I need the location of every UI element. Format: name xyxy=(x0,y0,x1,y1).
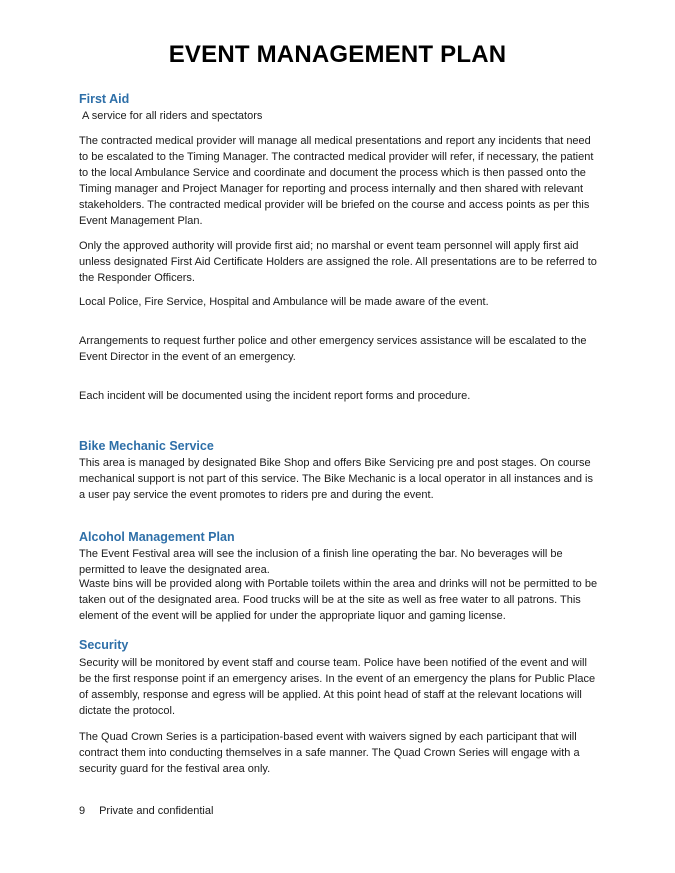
page-footer xyxy=(79,803,213,819)
bike-mechanic-paragraph: This area is managed by designated Bike Shop and offers Bike Servicing pre and post stages. On course mechanical support is not part of this service. The Bike Mechanic is a local operator in all instances and is a user pay service the event promotes to riders pre and during the event. xyxy=(79,457,593,501)
heading-security: Security xyxy=(79,638,129,652)
page-title: EVENT MANAGEMENT PLAN xyxy=(168,41,507,68)
first-aid-paragraph-2: Only the approved authority will provide first aid; no marshal or event team personnel will apply first aid unless designated First Aid Certificate Holders are assigned the role. All presentations are to be referred to the Responder Officers. xyxy=(79,240,597,284)
heading-bike-mechanic: Bike Mechanic Service xyxy=(79,439,214,453)
security-paragraph-2: The Quad Crown Series is a participation-based event with waivers signed by each participant that will contract them into conducting themselves in a safe manner. The Quad Crown Series will engage with a security guard for the festival area only. xyxy=(79,731,580,775)
page-number: 9 xyxy=(79,805,86,817)
first-aid-paragraph-5: Each incident will be documented using the incident report forms and procedure. xyxy=(79,390,471,402)
heading-first-aid: First Aid xyxy=(79,92,130,106)
first-aid-paragraph-1: The contracted medical provider will manage all medical presentations and report any incidents that need to be escalated to the Timing Manager. The contracted medical provider will refer, if necessary, the patient to the local Ambulance Service and coordinate and document the process which is then passed onto the Timing manager and Project Manager for reporting and process internally and then shared with relevant stakeholders. The contracted medical provider will be briefed on the course and access points as per this Event Management Plan. xyxy=(79,135,594,227)
security-paragraph-1: Security will be monitored by event staff and course team. Police have been notified of the event and will be the first response point if an emergency arises. In the event of an emergency the plans for Public Place of assembly, response and egress will be applied. At this point head of staff at the relevant locations will dictate the protocol. xyxy=(79,657,596,717)
alcohol-paragraph-1: The Event Festival area will see the inclusion of a finish line operating the bar. No beverages will be permitted to leave the designated area. xyxy=(79,548,563,576)
heading-alcohol-management: Alcohol Management Plan xyxy=(79,530,235,544)
alcohol-paragraph-2: Waste bins will be provided along with Portable toilets within the area and drinks will not be permitted to be taken out of the designated area. Food trucks will be at the site as well as free water to all patrons. This element of the event will be applied for under the appropriate liquor and gaming license. xyxy=(79,578,598,622)
first-aid-paragraph-3: Local Police, Fire Service, Hospital and Ambulance will be made aware of the event. xyxy=(79,296,489,308)
first-aid-tagline: A service for all riders and spectators xyxy=(82,110,263,122)
confidential-label: Private and confidential xyxy=(99,805,214,817)
first-aid-paragraph-4: Arrangements to request further police and other emergency services assistance will be escalated to the Event Director in the event of an emergency. xyxy=(79,335,587,363)
